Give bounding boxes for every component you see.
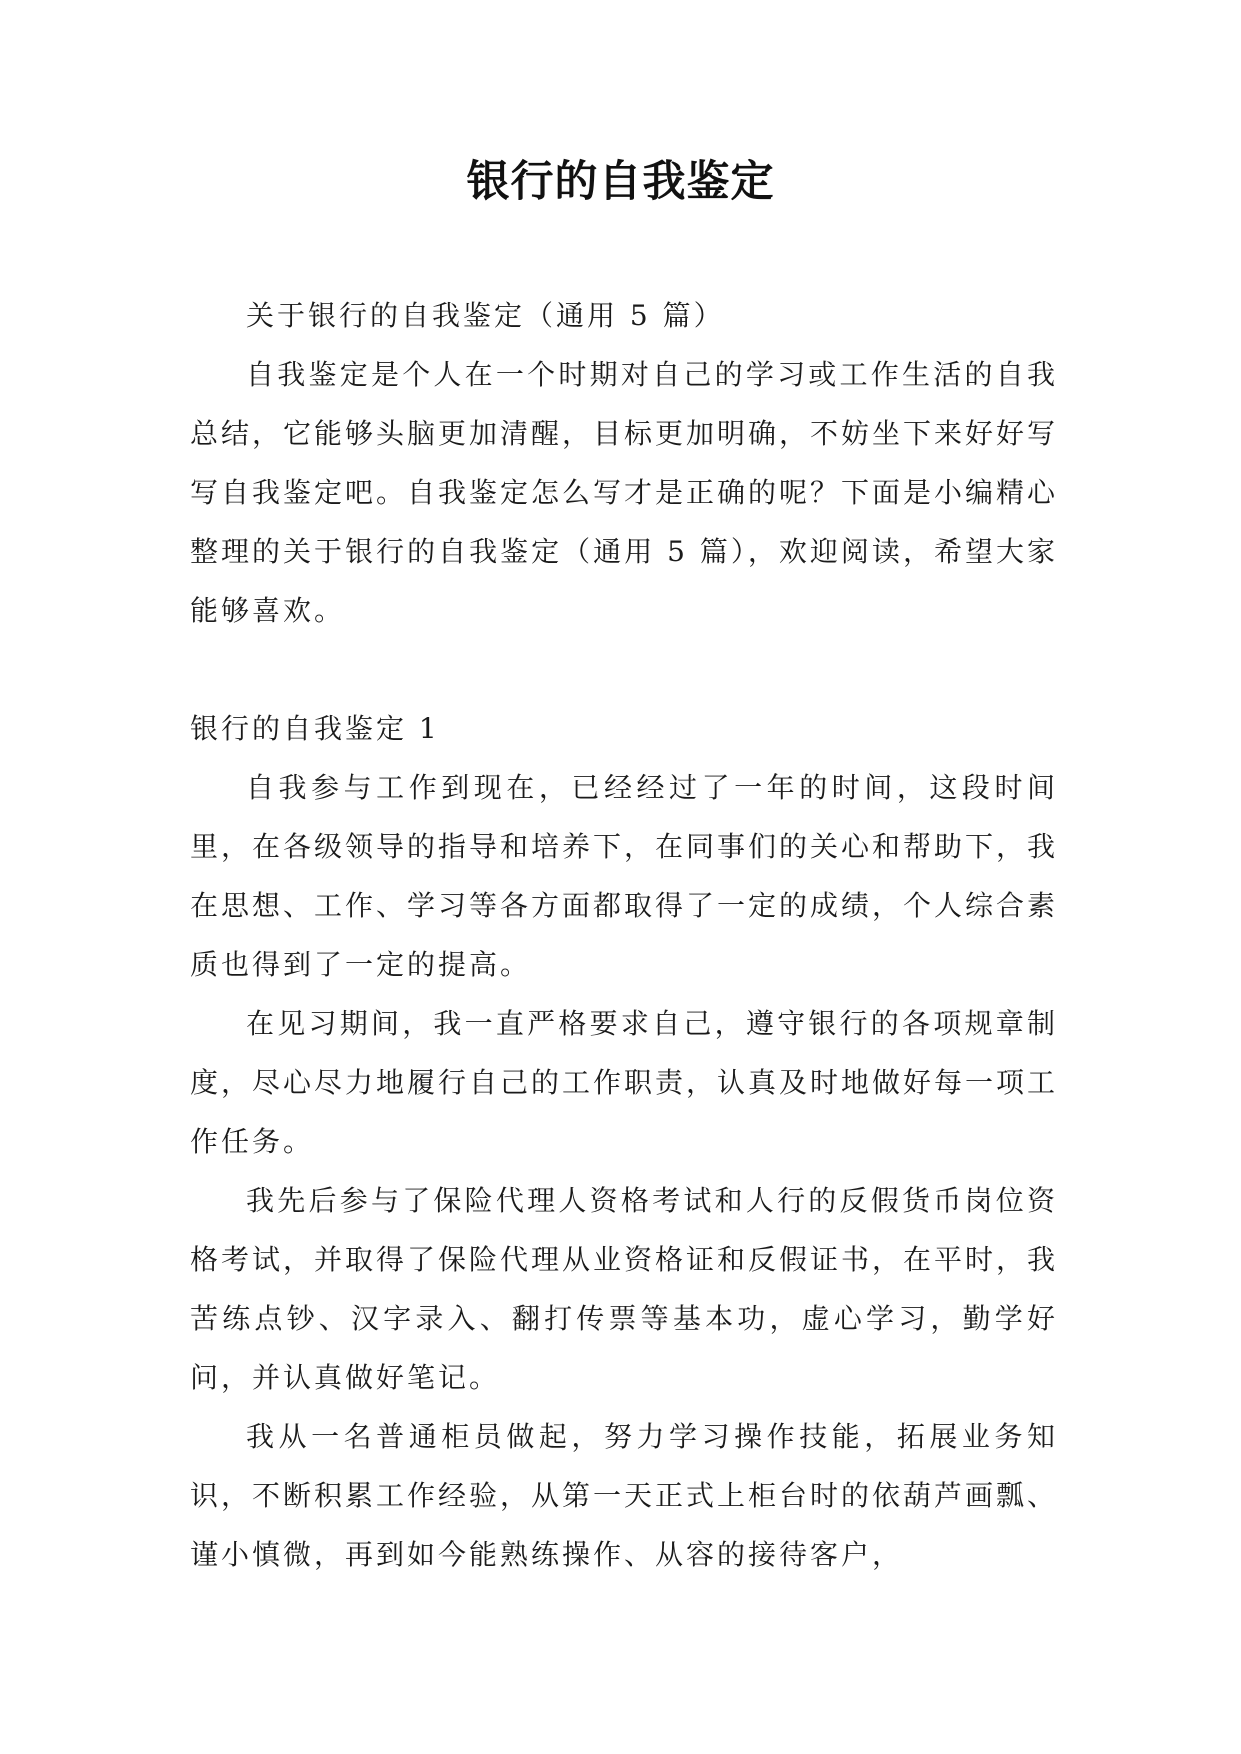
document-body — [190, 286, 1058, 1584]
body-paragraph: 我从一名普通柜员做起，努力学习操作技能，拓展业务知识，不断积累工作经验，从第一天正式上柜台时的依葫芦画瓢、谨小慎微，再到如今能熟练操作、从容的接待客户， — [190, 1420, 1059, 1571]
intro-paragraph: 自我鉴定是个人在一个时期对自己的学习或工作生活的自我总结，它能够头脑更加清醒，目标更加明确，不妨坐下来好好写写自我鉴定吧。自我鉴定怎么写才是正确的呢？下面是小编精心整理的关于银行的自我鉴定（通用 5 篇），欢迎阅读，希望大家能够喜欢。 — [190, 358, 1059, 627]
document-title: 银行的自我鉴定 — [466, 157, 775, 207]
body-paragraph: 在见习期间，我一直严格要求自己，遵守银行的各项规章制度，尽心尽力地履行自己的工作职责，认真及时地做好每一项工作任务。 — [190, 1007, 1059, 1158]
body-paragraph: 我先后参与了保险代理人资格考试和人行的反假货币岗位资格考试，并取得了保险代理从业资格证和反假证书，在平时，我苦练点钞、汉字录入、翻打传票等基本功，虚心学习，勤学好问，并认真做好笔记。 — [190, 1184, 1059, 1394]
paragraph-gap — [190, 640, 1058, 699]
body-paragraph: 自我参与工作到现在，已经经过了一年的时间，这段时间里，在各级领导的指导和培养下，在同事们的关心和帮助下，我在思想、工作、学习等各方面都取得了一定的成绩，个人综合素质也得到了一定的提高。 — [190, 771, 1059, 981]
document-subtitle: 关于银行的自我鉴定（通用 5 篇） — [246, 299, 725, 332]
section-heading: 银行的自我鉴定 1 — [190, 712, 440, 745]
